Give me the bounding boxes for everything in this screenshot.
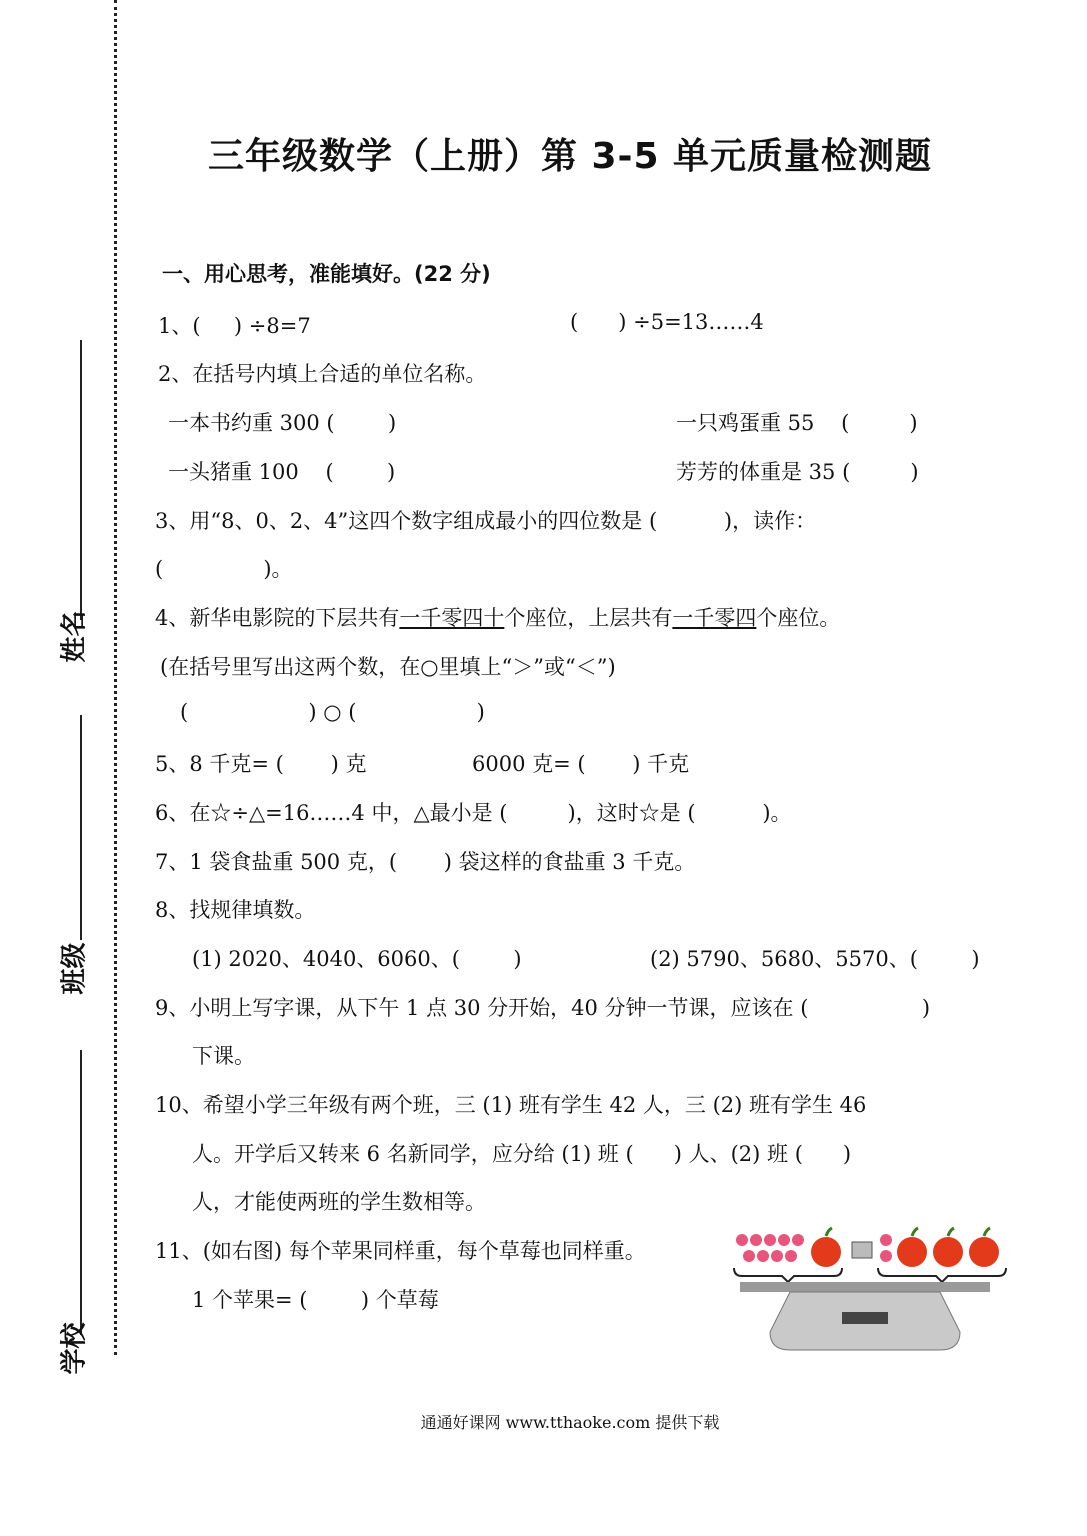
q8-stem: 8、找规律填数。	[155, 898, 316, 922]
q11-line1: 11、(如右图) 每个苹果同样重，每个草莓也同样重。	[155, 1239, 646, 1263]
q9-line1: 9、小明上写字课，从下午 1 点 30 分开始，40 分钟一节课，应该在 ( )	[155, 996, 931, 1020]
school-write-line	[80, 1050, 82, 1335]
q4-note: (在括号里写出这两个数，在○里填上“＞”或“＜”)	[160, 655, 616, 679]
apple-icon	[969, 1237, 999, 1267]
q4-number-upper: 一千零四	[672, 606, 757, 630]
q8-a: (1) 2020、4040、6060、( )	[192, 947, 522, 971]
q7: 7、1 袋食盐重 500 克，( ) 袋这样的食盐重 3 千克。	[155, 850, 696, 874]
balance-scale-illustration	[730, 1222, 1010, 1357]
apple-icon	[811, 1237, 841, 1267]
page-title: 三年级数学（上册）第 3-5 单元质量检测题	[207, 136, 933, 177]
q5-a: 5、8 千克= ( ) 克	[155, 752, 367, 776]
q3-line1: 3、用“8、0、2、4”这四个数字组成最小的四位数是 ( )，读作：	[155, 509, 817, 533]
strawberry-icon	[880, 1234, 892, 1246]
q3-line2: ( )。	[155, 557, 293, 581]
footer-source: 通通好课网 www.tthaoke.com 提供下载	[420, 1413, 720, 1432]
q9-line2: 下课。	[192, 1044, 255, 1068]
name-write-line	[80, 340, 82, 620]
q6: 6、在☆÷△=16……4 中，△最小是 ( )，这时☆是 ( )。	[155, 801, 792, 825]
q11-line2: 1 个苹果= ( ) 个草莓	[192, 1288, 439, 1312]
q10-line2: 人。开学后又转来 6 名新同学，应分给 (1) 班 ( ) 人、(2) 班 ( )	[192, 1142, 852, 1166]
q8-b: (2) 5790、5680、5570、( )	[650, 947, 980, 971]
apple-icon	[933, 1237, 963, 1267]
q2-stem: 2、在括号内填上合适的单位名称。	[158, 362, 487, 386]
q2-a: 一本书约重 300 ( )	[168, 411, 397, 435]
q1-b: ( ) ÷5=13……4	[570, 310, 764, 334]
section-heading: 一、用心思考，准能填好。(22 分)	[162, 262, 491, 286]
q2-c: 一头猪重 100 ( )	[168, 460, 396, 484]
q10-line1: 10、希望小学三年级有两个班，三 (1) 班有学生 42 人，三 (2) 班有学生 46	[155, 1093, 867, 1117]
apple-icon	[897, 1237, 927, 1267]
q2-b: 一只鸡蛋重 55 ( )	[676, 411, 918, 435]
q4-mid: 个座位，上层共有	[504, 606, 673, 630]
strawberry-icon-group	[736, 1234, 804, 1262]
q4-line1	[155, 602, 840, 632]
name-label: 姓名	[59, 610, 90, 663]
q2-d: 芳芳的体重是 35 ( )	[676, 460, 919, 484]
school-label: 学校	[59, 1322, 90, 1375]
q4-blank: ( ) ○ ( )	[180, 700, 485, 724]
q4-suffix: 个座位。	[756, 606, 841, 630]
q1-a: 1、( ) ÷8=7	[158, 314, 311, 338]
class-write-line	[80, 715, 82, 940]
q10-line3: 人，才能使两班的学生数相等。	[192, 1190, 486, 1214]
binding-dotted-line	[114, 0, 117, 1355]
q4-prefix: 4、新华电影院的下层共有	[155, 606, 400, 630]
class-label: 班级	[59, 942, 90, 995]
q5-b: 6000 克= ( ) 千克	[472, 752, 690, 776]
q4-number-lower: 一千零四十	[399, 606, 505, 630]
